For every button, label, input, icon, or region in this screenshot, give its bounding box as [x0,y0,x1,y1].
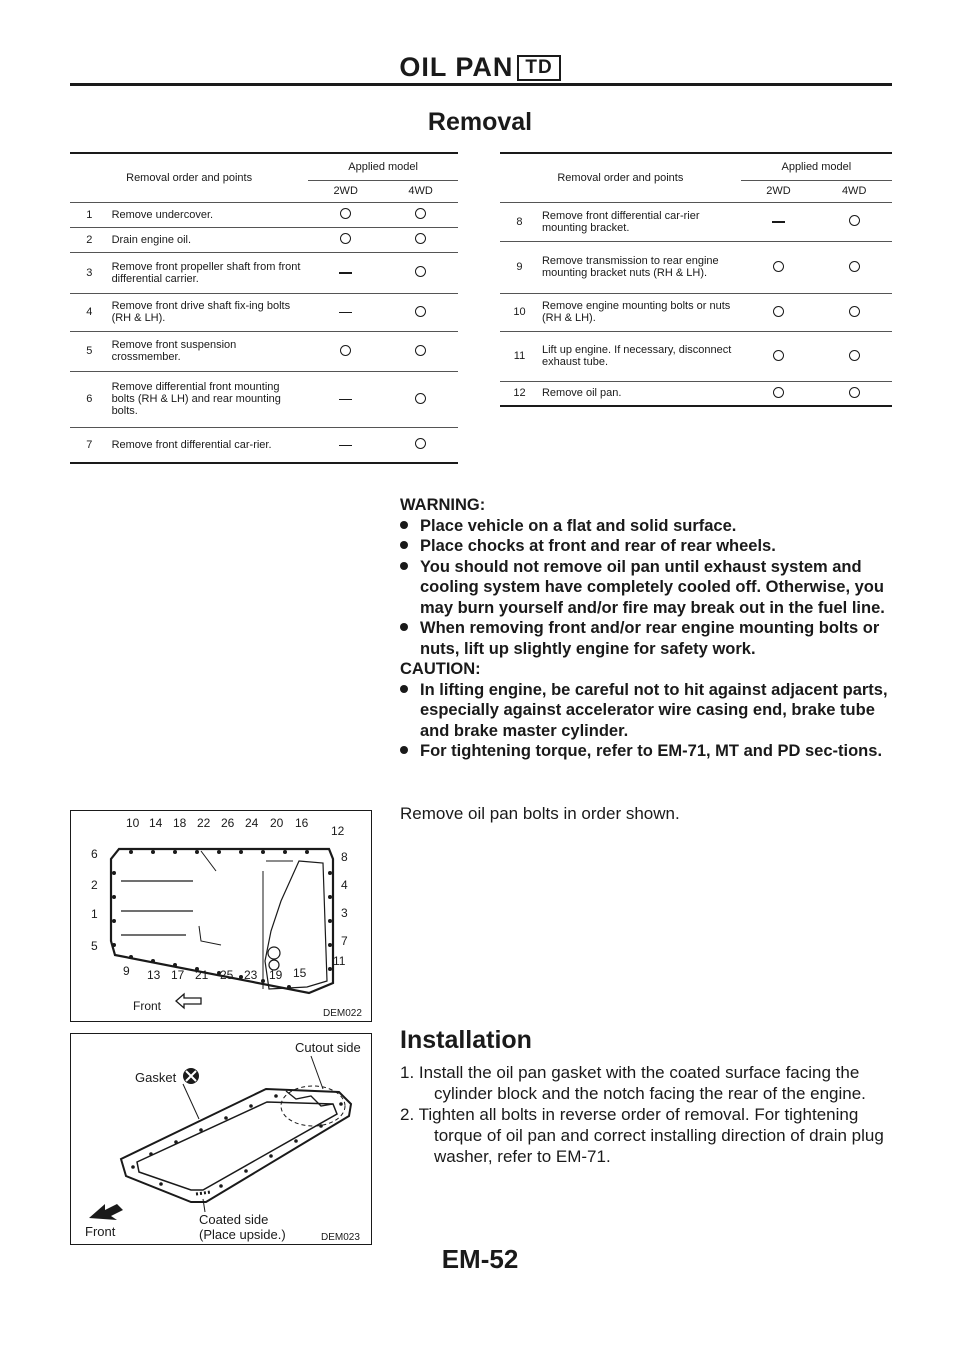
col-model-header: Applied model [308,153,458,180]
table-row [70,227,458,252]
bolt-number-label: 15 [293,966,307,980]
table-row [500,331,892,381]
dash-mark-icon [772,221,785,222]
coated-label: Coated side [199,1212,269,1227]
figure-code: DEM022 [323,1008,362,1019]
applies-4wd [816,331,892,381]
table-row [70,427,458,463]
front-label: Front [85,1224,116,1239]
applies-2wd [308,252,383,293]
bolt-number-label: 3 [341,906,348,920]
figure-bolt-order [70,810,372,1022]
step-description: Remove undercover. [109,202,309,227]
applies-4wd [383,227,458,252]
step-description: Remove engine mounting bolts or nuts (RH & LH). [539,293,741,331]
step-description: Lift up engine. If necessary, disconnect exhaust tube. [539,331,741,381]
applies-2wd [741,293,817,331]
header-title: OIL PAN [399,52,514,82]
warning-block [400,495,895,762]
step-description: Remove front drive shaft fix-ing bolts (RH & LH). [109,293,309,331]
circle-mark-icon [340,233,351,244]
applies-2wd [741,202,817,241]
bolt-number-label: 5 [91,939,98,953]
bolt-number-label: 12 [331,824,345,838]
circle-mark-icon [773,306,784,317]
applies-2wd [308,202,383,227]
bolt-number-label: 14 [149,816,163,830]
installation-title: Installation [400,1026,532,1054]
applies-4wd [383,252,458,293]
circle-mark-icon [773,261,784,272]
bolt-order-text: Remove oil pan bolts in order shown. [400,804,680,823]
circle-mark-icon [849,261,860,272]
warning-item: Place chocks at front and rear of rear wheels. [400,536,895,557]
circle-mark-icon [849,387,860,398]
table-row [70,293,458,331]
table-row [500,381,892,406]
applies-2wd [741,241,817,293]
circle-mark-icon [415,233,426,244]
col-4wd-header: 4WD [816,180,892,202]
applies-4wd [816,241,892,293]
caution-item: For tightening torque, refer to EM-71, MT and PD sec-tions. [400,741,895,762]
col-4wd-header: 4WD [383,180,458,202]
warning-item: When removing front and/or rear engine mounting bolts or nuts, lift up slightly engine for safety work. [400,618,895,659]
step-number: 7 [70,427,109,463]
bolt-number-label: 26 [221,816,235,830]
step-description: Remove differential front mounting bolts (RH & LH) and rear mounting bolts. [109,371,309,427]
applies-4wd [383,293,458,331]
bullet-icon [400,557,420,578]
step-number: 12 [500,381,539,406]
circle-mark-icon [415,266,426,277]
bolt-number-label: 7 [341,934,348,948]
applies-4wd [816,202,892,241]
bolt-number-label: 2 [91,878,98,892]
applies-2wd [308,293,383,331]
removal-title: Removal [427,108,533,136]
applies-4wd [383,202,458,227]
td-badge: TD [517,55,560,81]
step-description: Drain engine oil. [109,227,309,252]
bolt-number-label: 19 [269,968,283,982]
circle-mark-icon [849,306,860,317]
figure-code: DEM023 [321,1232,360,1243]
table-row [500,202,892,241]
step-description: Remove front propeller shaft from front differential carrier. [109,252,309,293]
installation-step: 2. Tighten all bolts in reverse order of removal. For tightening torque of oil pan and correct installing direction of drain plug washer, refer to EM-71. [400,1105,884,1166]
bullet-icon [400,680,420,701]
step-number: 10 [500,293,539,331]
bolt-number-label: 18 [173,816,187,830]
step-number: 4 [70,293,109,331]
step-number: 2 [70,227,109,252]
circle-mark-icon [415,438,426,449]
page-number: EM-52 [441,1244,519,1274]
step-description: Remove oil pan. [539,381,741,406]
applies-4wd [383,331,458,371]
applies-4wd [383,371,458,427]
circle-mark-icon [773,387,784,398]
step-number: 11 [500,331,539,381]
table-row [70,202,458,227]
step-description: Remove front suspension crossmember. [109,331,309,371]
step-number: 8 [500,202,539,241]
bolt-number-label: 10 [126,816,140,830]
circle-mark-icon [340,208,351,219]
removal-table-left [70,152,458,464]
bolt-number-label: 17 [171,968,185,982]
table-row [500,293,892,331]
figure-gasket [70,1033,372,1245]
bullet-icon [400,618,420,639]
col-order-header: Removal order and points [70,153,308,202]
bolt-number-label: 13 [147,968,161,982]
table-row [500,241,892,293]
bolt-number-label: 4 [341,878,348,892]
gasket-label: Gasket [135,1070,177,1085]
bolt-number-label: 23 [244,968,258,982]
bolt-number-label: 20 [270,816,284,830]
step-number: 9 [500,241,539,293]
applies-4wd [816,381,892,406]
circle-mark-icon [849,350,860,361]
installation-step: 1. Install the oil pan gasket with the coated surface facing the cylinder block and the notch facing the rear of the engine. [400,1063,866,1103]
applies-2wd [308,227,383,252]
step-number: 5 [70,331,109,371]
caution-label: CAUTION: [400,660,481,678]
bolt-number-label: 16 [295,816,309,830]
removal-table-right [500,152,892,407]
step-number: 6 [70,371,109,427]
circle-mark-icon [415,208,426,219]
oil-pan-gasket-diagram [71,1034,371,1244]
applies-2wd [308,331,383,371]
front-arrow-icon [176,994,201,1008]
step-number: 1 [70,202,109,227]
bullet-icon [400,536,420,557]
cutout-label: Cutout side [295,1040,361,1055]
oil-pan-bolt-diagram [71,811,371,1021]
bolt-number-label: 9 [123,964,130,978]
circle-mark-icon [849,215,860,226]
col-2wd-header: 2WD [741,180,817,202]
bolt-number-label: 11 [333,954,346,968]
front-label: Front [133,999,162,1013]
bolt-number-label: 24 [245,816,259,830]
step-description: Remove front differential car-rier mounting bracket. [539,202,741,241]
warning-item: You should not remove oil pan until exhaust system and cooling system have completely cooled off. Otherwise, you may burn yourself and/or fire may break out in the fuel line. [400,557,895,619]
circle-mark-icon [773,350,784,361]
applies-2wd [741,331,817,381]
caution-item: In lifting engine, be careful not to hit against adjacent parts, especially against accelerator wire casing end, brake tube and brake master cylinder. [400,680,895,742]
warning-item: Place vehicle on a flat and solid surface. [400,516,895,537]
bolt-number-label: 6 [91,847,98,861]
bullet-icon [400,516,420,537]
bolt-number-label: 1 [91,907,98,921]
warning-label: WARNING: [400,496,486,514]
header-rule [70,83,892,86]
applies-4wd [383,427,458,463]
circle-mark-icon [415,393,426,404]
front-arrow-icon [89,1204,123,1220]
page-header [0,52,960,83]
col-order-header: Removal order and points [500,153,741,202]
circle-mark-icon [340,345,351,356]
bolt-number-label: 8 [341,850,348,864]
dash-mark-icon [339,399,352,400]
circle-mark-icon [415,345,426,356]
bullet-icon [400,741,420,762]
bolt-number-label: 21 [195,968,209,982]
table-row [70,331,458,371]
applies-2wd [308,371,383,427]
installation-steps [400,1062,895,1167]
table-row [70,371,458,427]
col-2wd-header: 2WD [308,180,383,202]
bolt-number-label: 22 [197,816,211,830]
col-model-header: Applied model [741,153,892,180]
dash-mark-icon [339,312,352,313]
step-number: 3 [70,252,109,293]
dash-mark-icon [339,272,352,273]
applies-2wd [308,427,383,463]
circle-mark-icon [415,306,426,317]
step-description: Remove front differential car-rier. [109,427,309,463]
table-row [70,252,458,293]
bolt-number-label: 25 [220,968,234,982]
coated-note: (Place upside.) [199,1227,286,1242]
step-description: Remove transmission to rear engine mounting bracket nuts (RH & LH). [539,241,741,293]
applies-4wd [816,293,892,331]
dash-mark-icon [339,445,352,446]
applies-2wd [741,381,817,406]
